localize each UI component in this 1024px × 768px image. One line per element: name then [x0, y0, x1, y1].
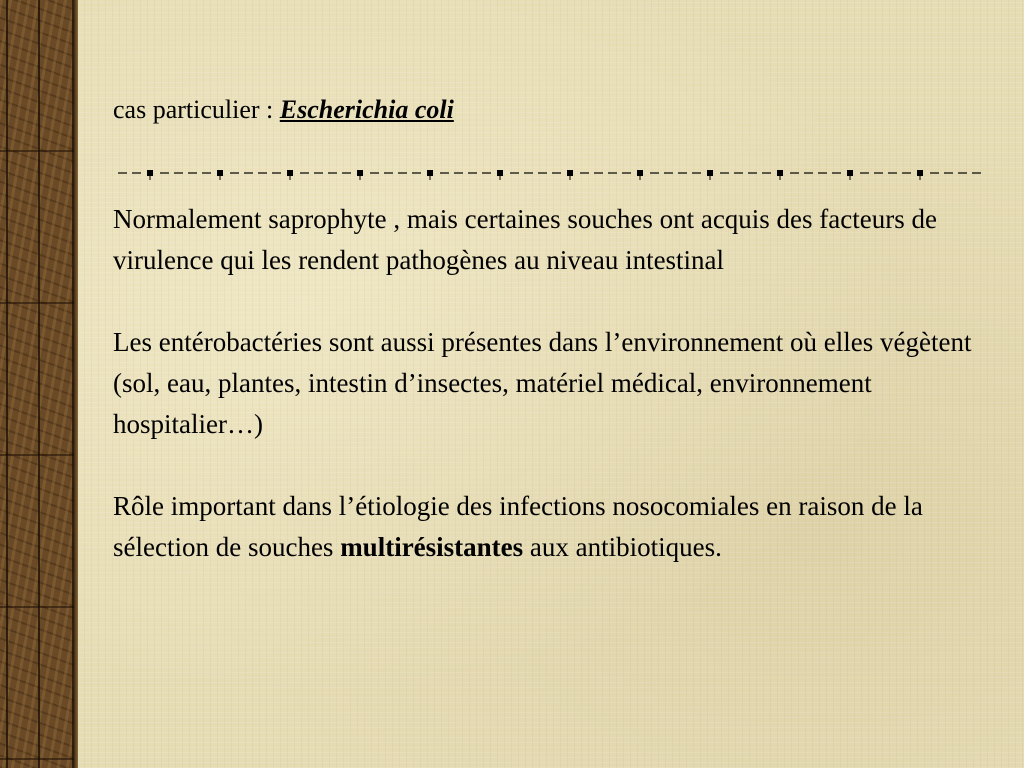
divider-marker — [707, 170, 713, 176]
divider-marker — [777, 170, 783, 176]
divider-marker — [637, 170, 643, 176]
paragraph-nosocomial-end: aux antibiotiques. — [523, 532, 722, 562]
divider-marker — [287, 170, 293, 176]
border-edge — [74, 0, 78, 768]
subtitle-prefix: cas particulier : — [113, 95, 280, 124]
slide-content — [113, 90, 1003, 568]
border-line — [38, 0, 40, 768]
divider-marker — [847, 170, 853, 176]
border-line — [6, 0, 8, 768]
divider-marker — [147, 170, 153, 176]
divider-marker — [917, 170, 923, 176]
paragraph-nosocomial-text: Rôle important dans l’étiologie des infections nosocomiales en raison de la sélection de souches — [113, 491, 923, 562]
divider-marker — [427, 170, 433, 176]
divider-marker — [217, 170, 223, 176]
decorative-wood-border — [0, 0, 78, 768]
divider-marker — [567, 170, 573, 176]
slide-subtitle — [113, 90, 1003, 130]
paragraph-environment: Les entérobactéries sont aussi présentes dans l’environnement où elles végètent (sol, eau, plantes, intestin d’insectes, matériel médical, environnement hospitalier…) — [113, 327, 972, 439]
dashed-divider — [118, 166, 990, 180]
divider-marker — [357, 170, 363, 176]
paragraph-virulence: Normalement saprophyte , mais certaines souches ont acquis des facteurs de virulence qui les rendent pathogènes au niveau intestinal — [113, 204, 937, 275]
paragraph-nosocomial — [113, 486, 1003, 568]
organism-name: Escherichia coli — [279, 95, 454, 124]
multiresistant-emphasis: multirésistantes — [340, 532, 524, 562]
divider-marker — [497, 170, 503, 176]
